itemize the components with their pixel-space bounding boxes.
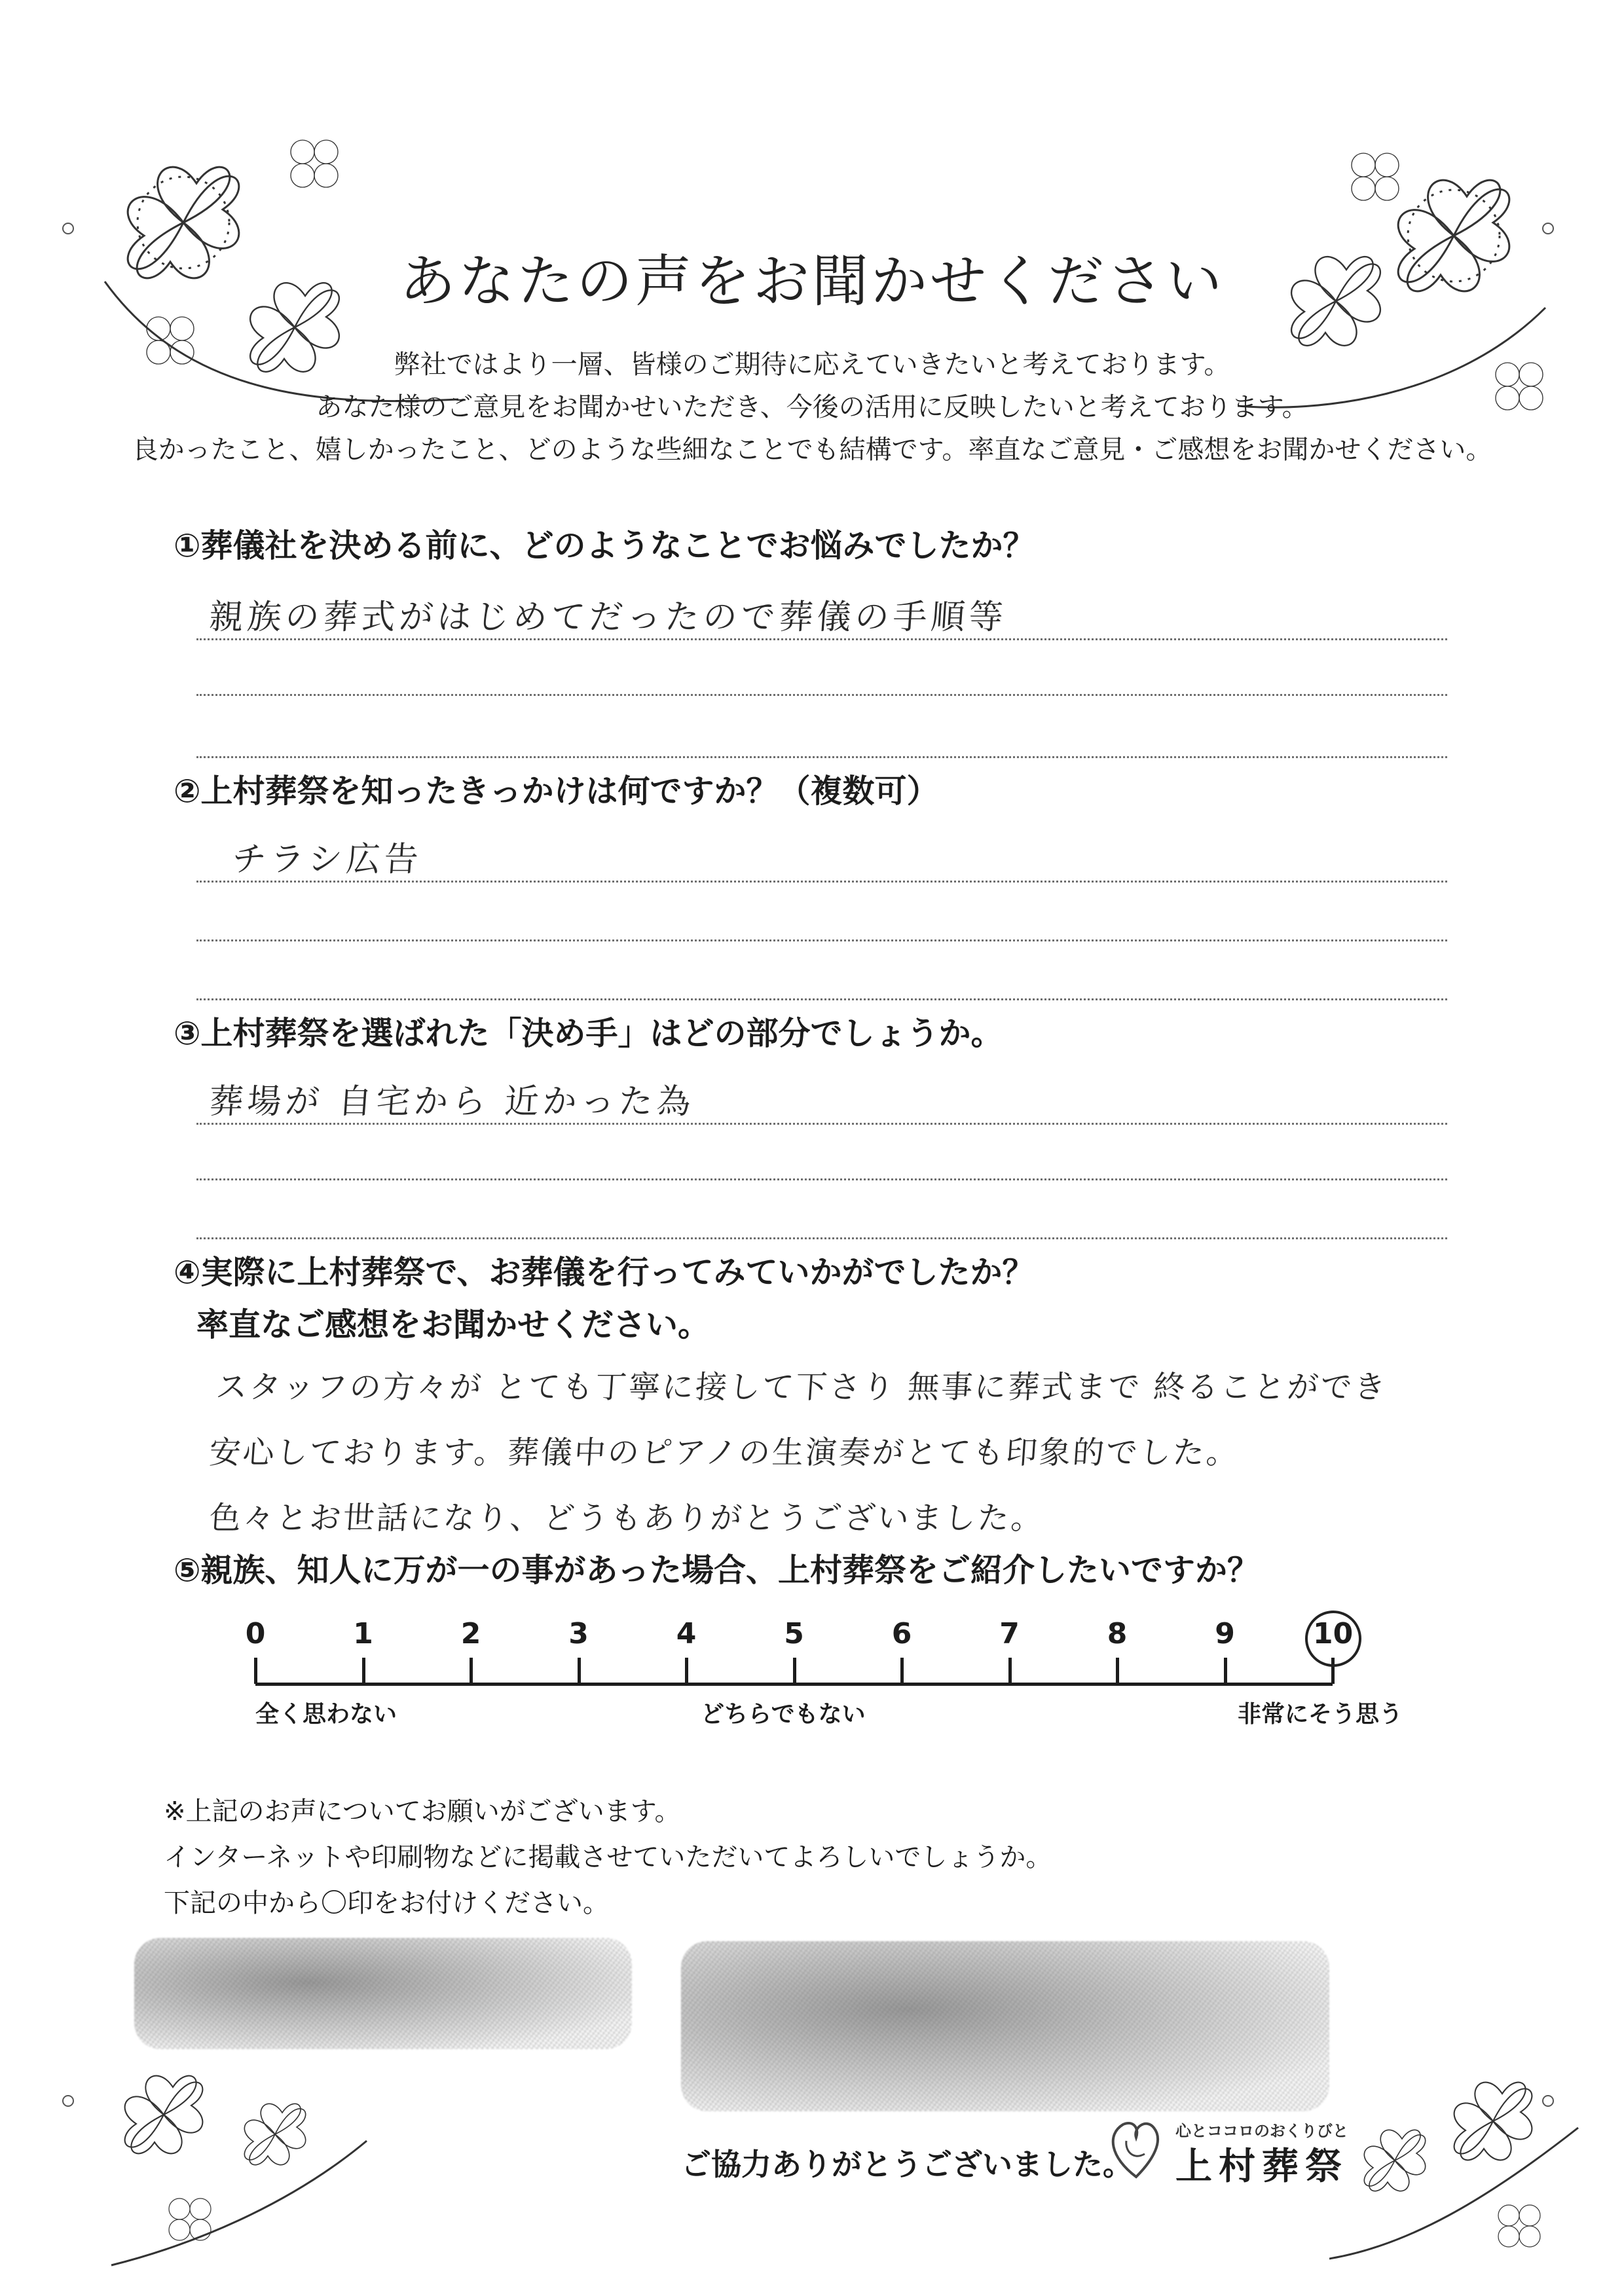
question-5: ⑤親族、知人に万が一の事があった場合、上村葬祭をご紹介したいですか？: [174, 1552, 1259, 1589]
corner-dot-top-right: [1542, 223, 1554, 234]
question-4-line-1: ④実際に上村葬祭で、お葬儀を行ってみていかがでしたか？: [174, 1254, 1035, 1291]
scale-label-mid: どちらでもない: [701, 1701, 866, 1728]
intro-line-2: あなた様のご意見をお聞かせいただき、今後の活用に反映したいと考えております。: [316, 392, 1308, 422]
scale-tick-1: [362, 1658, 365, 1684]
scale-number-0: 0: [245, 1617, 266, 1650]
scale-number-10: 10: [1313, 1617, 1354, 1650]
logo-name: 上村葬祭: [1175, 2145, 1348, 2188]
scale-tick-9: [1224, 1658, 1227, 1684]
answer-4-line-1: スタッフの方々が とても丁寧に接して下さり 無事に葬式まで 終ることができ: [214, 1369, 1389, 1406]
question-4-line-2: 率直なご感想をお聞かせください。: [196, 1306, 710, 1343]
answer-line: [196, 1178, 1447, 1180]
heart-logo-icon: [1107, 2115, 1166, 2187]
scale-number-7: 7: [999, 1617, 1020, 1650]
scale-number-3: 3: [568, 1617, 589, 1650]
corner-dot-top-left: [62, 223, 74, 234]
scale-number-4: 4: [676, 1617, 697, 1650]
clover-decoration-bottom-left: [92, 2049, 380, 2285]
footer-thanks: ご協力ありがとうございました。: [681, 2147, 1133, 2182]
logo-tagline: 心とココロのおくりびと: [1175, 2122, 1348, 2140]
intro-line-1: 弊社ではより一層、皆様のご期待に応えていきたいと考えております。: [394, 350, 1230, 380]
scale-number-2: 2: [460, 1617, 481, 1650]
corner-dot-bottom-right: [1542, 2095, 1554, 2107]
note-line-2: インターネットや印刷物などに掲載させていただいてよろしいでしょうか。: [164, 1842, 1052, 1872]
scale-number-5: 5: [784, 1617, 804, 1650]
scale-tick-7: [1008, 1658, 1012, 1684]
question-1: ①葬儀社を決める前に、どのようなことでお悩みでしたか？: [174, 527, 1035, 564]
answer-line: [196, 881, 1447, 883]
answer-2: チラシ広告: [231, 840, 424, 879]
answer-line: [196, 1237, 1447, 1239]
scale-tick-6: [900, 1658, 904, 1684]
answer-1: 親族の葬式がはじめてだったので葬儀の手順等: [208, 598, 1008, 637]
clover-decoration-bottom-right: [1329, 2049, 1591, 2285]
redacted-area-left: [134, 1938, 632, 2049]
answer-4-line-3: 色々とお世話になり、どうもありがとうございました。: [208, 1500, 1046, 1537]
scale-label-low: 全く思わない: [255, 1701, 397, 1728]
corner-dot-bottom-left: [62, 2095, 74, 2107]
page-title: あなたの声をお聞かせください: [399, 249, 1225, 314]
answer-line: [196, 638, 1447, 640]
redacted-area-right: [681, 1941, 1329, 2111]
scale-label-high: 非常にそう思う: [1238, 1701, 1403, 1728]
answer-line: [196, 1123, 1447, 1125]
scale-tick-0: [254, 1658, 257, 1684]
scale-tick-2: [470, 1658, 473, 1684]
scale-number-9: 9: [1215, 1617, 1235, 1650]
scale-number-6: 6: [891, 1617, 912, 1650]
scale-tick-3: [578, 1658, 581, 1684]
scale-tick-4: [685, 1658, 688, 1684]
answer-4-line-2: 安心しております。葬儀中のピアノの生演奏がとても印象的でした。: [208, 1434, 1241, 1471]
answer-line: [196, 694, 1447, 696]
selected-circle-mark: [1305, 1611, 1361, 1667]
scale-number-8: 8: [1107, 1617, 1128, 1650]
scale-number-1: 1: [353, 1617, 373, 1650]
intro-line-3: 良かったこと、嬉しかったこと、どのような些細なことでも結構です。率直なご意見・ご感想をお聞かせください。: [132, 435, 1492, 465]
answer-line: [196, 939, 1447, 941]
answer-line: [196, 756, 1447, 758]
scale-tick-8: [1116, 1658, 1119, 1684]
scale-tick-5: [793, 1658, 796, 1684]
question-2: ②上村葬祭を知ったきっかけは何ですか？（複数可）: [174, 773, 939, 810]
answer-line: [196, 998, 1447, 1000]
note-line-3: 下記の中から〇印をお付けください。: [164, 1888, 609, 1918]
answer-3: 葬場が 自宅から 近かった為: [208, 1082, 696, 1121]
question-3: ③上村葬祭を選ばれた「決め手」はどの部分でしょうか。: [174, 1015, 1003, 1052]
note-line-1: ※上記のお声についてお願いがございます。: [164, 1796, 681, 1827]
